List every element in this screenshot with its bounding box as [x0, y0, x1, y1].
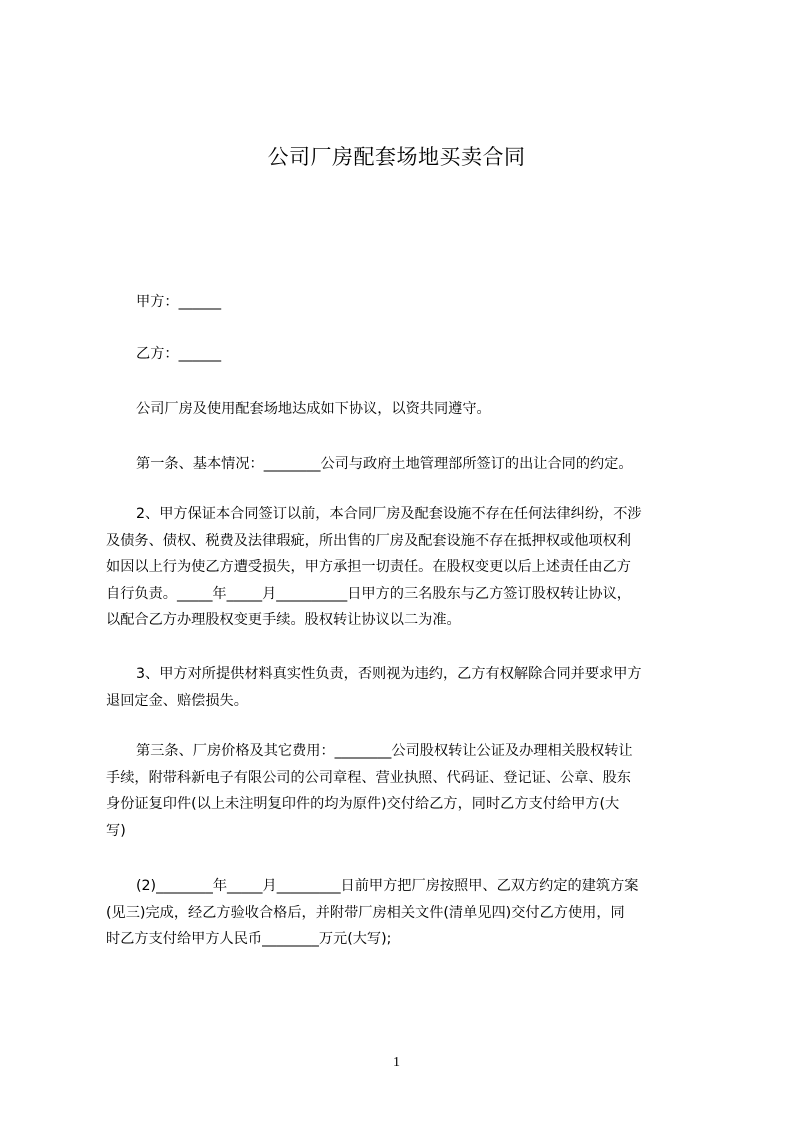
- article-3-line: 手续，附带科新电子有限公司的公司章程、营业执照、代码证、登记证、公章、股东: [106, 769, 631, 786]
- item-2-line: (2)________年_____月_________日前甲方把厂房按照甲、乙双方约定的建筑方案: [136, 878, 639, 894]
- item-2-line: 时乙方支付给甲方人民币________万元(大写);: [106, 931, 392, 947]
- article-3-line: 写): [106, 822, 126, 839]
- clause-2-line: 及债务、债权、税费及法律瑕疵，所出售的厂房及配套设施不存在抵押权或他项权利: [106, 532, 631, 549]
- clause-2-line: 2、甲方保证本合同签订以前，本合同厂房及配套设施不存在任何法律纠纷，不涉: [136, 506, 642, 522]
- item-2-paragraph: [106, 873, 706, 953]
- clause-2-line: 自行负责。_____年_____月__________日甲方的三名股东与乙方签订股权转让协议，: [106, 585, 631, 602]
- article-3-line: 身份证复印件(以上未注明复印件的均为原件)交付给乙方，同时乙方支付给甲方(大: [106, 796, 620, 812]
- clause-3-paragraph: [106, 661, 706, 714]
- page-number: 1: [393, 1055, 400, 1070]
- article-3-paragraph: [106, 738, 706, 844]
- party-a-line: [106, 289, 706, 316]
- article-1-paragraph: [106, 451, 706, 478]
- clause-2-line: 如因以上行为使乙方遭受损失，甲方承担一切责任。在股权变更以后上述责任由乙方: [106, 559, 631, 575]
- intro-paragraph: [106, 396, 706, 423]
- document-title: 公司厂房配套场地买卖合同: [267, 145, 526, 169]
- intro-text: 公司厂房及使用配套场地达成如下协议，以资共同遵守。: [136, 401, 491, 417]
- party-b-text: 乙方：______: [136, 346, 222, 362]
- item-2-line: (见三)完成，经乙方验收合格后，并附带厂房相关文件(清单见四)交付乙方使用，同: [106, 904, 625, 921]
- party-b-line: [106, 341, 706, 368]
- clause-3-line: 3、甲方对所提供材料真实性负责，否则视为违约，乙方有权解除合同并要求甲方: [136, 666, 642, 682]
- clause-3-line: 退回定金、赔偿损失。: [106, 692, 248, 709]
- clause-2-line: 以配合乙方办理股权变更手续。股权转让协议以二为准。: [106, 612, 461, 628]
- clause-2-paragraph: [106, 501, 706, 634]
- article-1-text: 第一条、基本情况：________公司与政府土地管理部所签订的出让合同的约定。: [136, 456, 633, 472]
- article-3-line: 第三条、厂房价格及其它费用：________公司股权转让公证及办理相关股权转让: [136, 743, 633, 759]
- party-a-text: 甲方：______: [136, 294, 222, 310]
